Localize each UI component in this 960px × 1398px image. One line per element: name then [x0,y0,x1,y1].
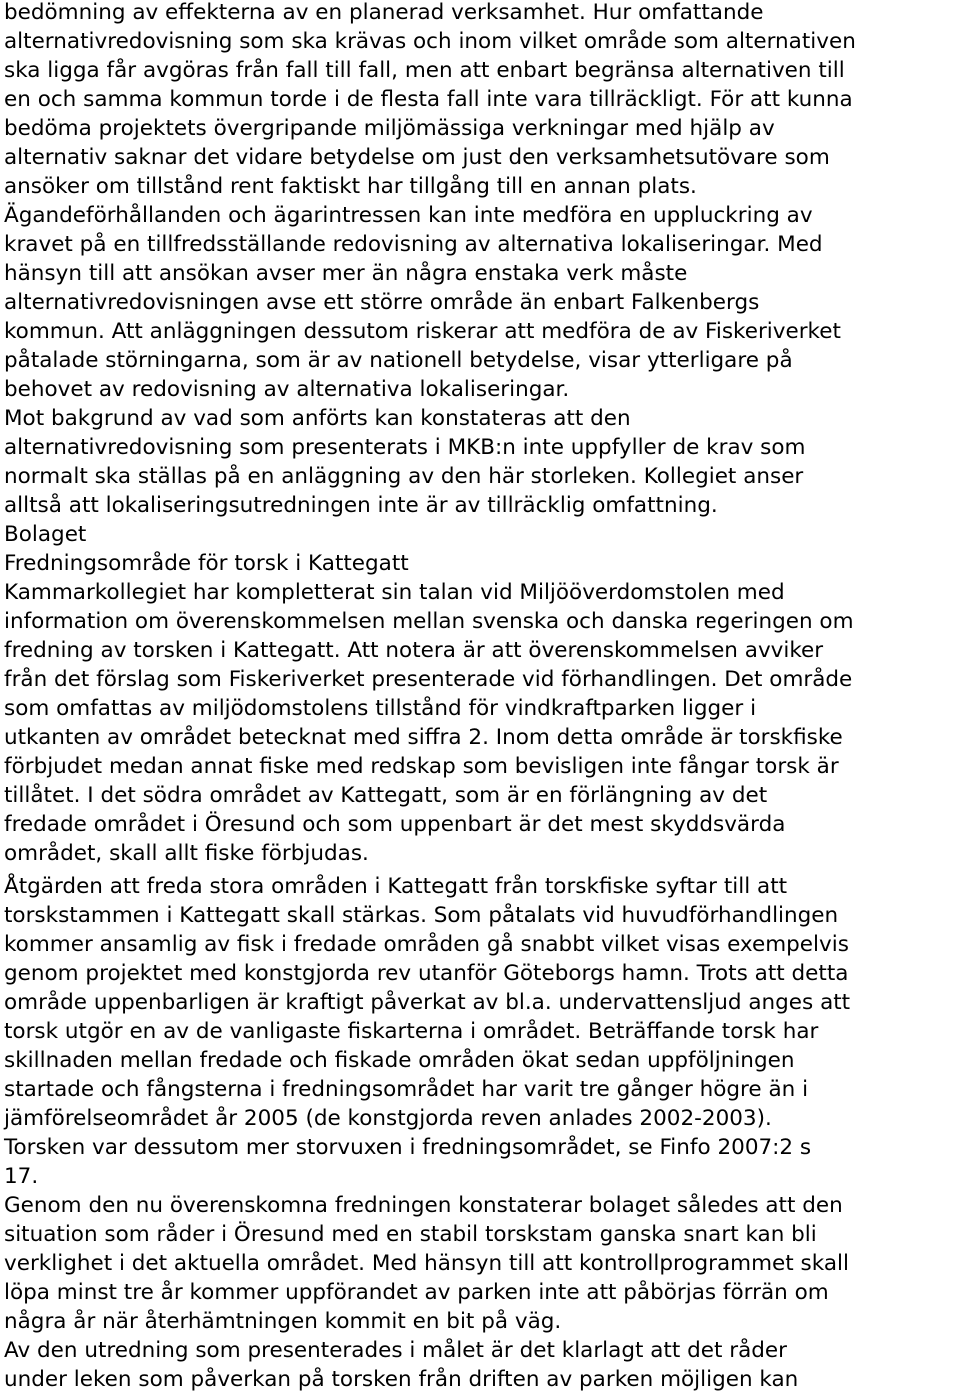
text-line: Mot bakgrund av vad som anförts kan konstateras att den [4,406,631,431]
text-line: situation som råder i Öresund med en stabil torskstam ganska snart kan bli [4,1222,817,1247]
text-line: kravet på en tillfredsställande redovisning av alternativa lokaliseringar. Med [4,232,823,257]
text-line: alltså att lokaliseringsutredningen inte är av tillräcklig omfattning. [4,493,718,518]
text-line: ansöker om tillstånd rent faktiskt har tillgång till en annan plats. [4,174,697,199]
text-line: alternativredovisningen avse ett större område än enbart Falkenbergs [4,290,760,315]
text-line: Ägandeförhållanden och ägarintressen kan inte medföra en uppluckring av [4,203,813,228]
text-line: bedömning av effekterna av en planerad verksamhet. Hur omfattande [4,0,764,25]
text-line: torskstammen i Kattegatt skall stärkas. Som påtalats vid huvudförhandlingen [4,903,839,928]
text-line: under leken som påverkan på torsken från driften av parken möjligen kan [4,1367,799,1392]
text-line: området, skall allt fiske förbjudas. [4,841,369,866]
text-line: behovet av redovisning av alternativa lokaliseringar. [4,377,570,402]
text-line: påtalade störningarna, som är av nationell betydelse, visar ytterligare på [4,348,793,373]
text-line: en och samma kommun torde i de flesta fall inte vara tillräckligt. För att kunna [4,87,853,112]
text-line: normalt ska ställas på en anläggning av den här storleken. Kollegiet anser [4,464,804,489]
text-line: alternativ saknar det vidare betydelse om just den verksamhetsutövare som [4,145,830,170]
text-line: löpa minst tre år kommer uppförandet av parken inte att påbörjas förrän om [4,1280,829,1305]
text-line: alternativredovisning som ska krävas och inom vilket område som alternativen [4,29,856,54]
text-line: Kammarkollegiet har kompletterat sin talan vid Miljööverdomstolen med [4,580,785,605]
text-line: som omfattas av miljödomstolens tillstånd för vindkraftparken ligger i [4,696,757,721]
section-heading: Fredningsområde för torsk i Kattegatt [4,551,409,576]
text-line: kommer ansamlig av fisk i fredade områden gå snabbt vilket visas exempelvis [4,932,849,957]
text-line: torsk utgör en av de vanligaste fiskarterna i området. Beträffande torsk har [4,1019,819,1044]
text-line: förbjudet medan annat fiske med redskap som bevisligen inte fångar torsk är [4,754,839,779]
text-line: Av den utredning som presenterades i målet är det klarlagt att det råder [4,1338,787,1363]
text-line: utkanten av området betecknat med siffra 2. Inom detta område är torskfiske [4,725,843,750]
section-heading: Bolaget [4,522,87,547]
text-line: Torsken var dessutom mer storvuxen i fredningsområdet, se Finfo 2007:2 s [4,1135,812,1160]
text-line: hänsyn till att ansökan avser mer än några enstaka verk måste [4,261,688,286]
text-line: tillåtet. I det södra området av Kattegatt, som är en förlängning av det [4,783,768,808]
text-line: Genom den nu överenskomna fredningen konstaterar bolaget således att den [4,1193,843,1218]
text-line: bedöma projektets övergripande miljömässiga verkningar med hjälp av [4,116,775,141]
text-line: kommun. Att anläggningen dessutom riskerar att medföra de av Fiskeriverket [4,319,841,344]
text-line: genom projektet med konstgjorda rev utanför Göteborgs hamn. Trots att detta [4,961,849,986]
text-line: ska ligga får avgöras från fall till fall, men att enbart begränsa alternativen till [4,58,845,83]
text-line: område uppenbarligen är kraftigt påverkat av bl.a. undervattensljud anges att [4,990,851,1015]
text-line: alternativredovisning som presenterats i MKB:n inte uppfyller de krav som [4,435,806,460]
text-line: skillnaden mellan fredade och fiskade områden ökat sedan uppföljningen [4,1048,795,1073]
text-line: några år när återhämtningen kommit en bit på väg. [4,1309,562,1334]
text-line: fredning av torsken i Kattegatt. Att notera är att överenskommelsen avviker [4,638,824,663]
text-line: startade och fångsterna i fredningsområdet har varit tre gånger högre än i [4,1077,809,1102]
text-line: från det förslag som Fiskeriverket presenterade vid förhandlingen. Det område [4,667,853,692]
text-line: Åtgärden att freda stora områden i Kattegatt från torskfiske syftar till att [4,874,788,899]
text-line: fredade området i Öresund och som uppenbart är det mest skyddsvärda [4,812,786,837]
text-line: 17. [4,1164,39,1189]
text-line: jämförelseområdet år 2005 (de konstgjorda reven anlades 2002-2003). [4,1106,772,1131]
text-line: verklighet i det aktuella området. Med hänsyn till att kontrollprogrammet skall [4,1251,849,1276]
text-line: information om överenskommelsen mellan svenska och danska regeringen om [4,609,854,634]
